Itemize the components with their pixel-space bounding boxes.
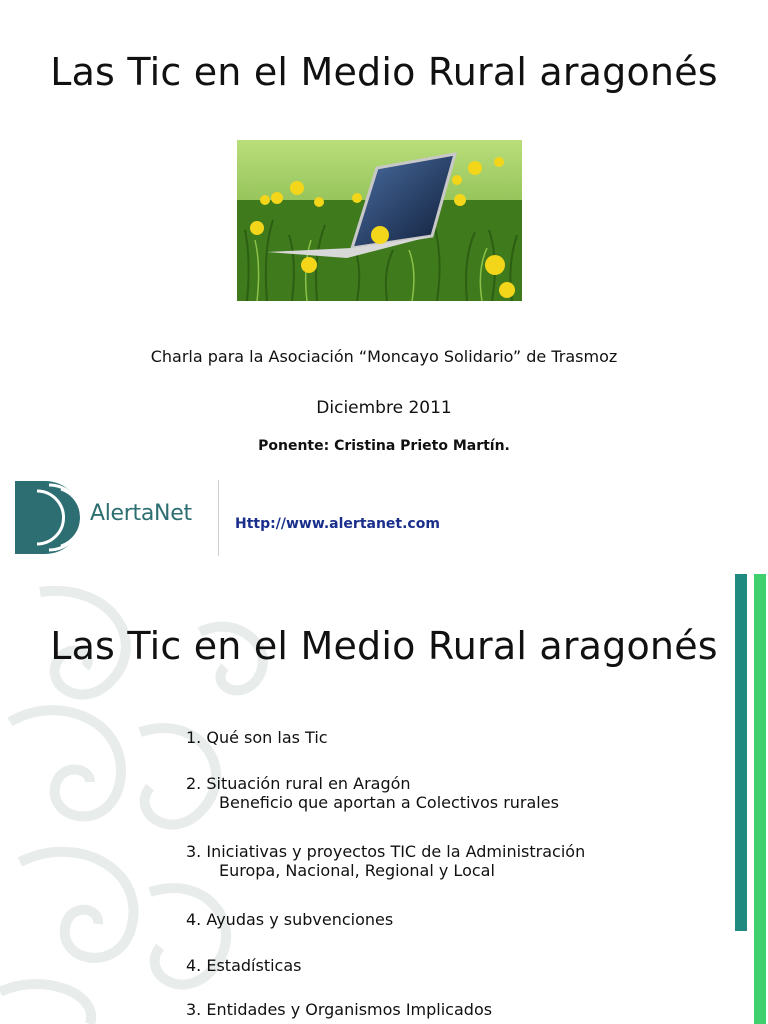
agenda-item: [186, 842, 585, 880]
agenda-item: [186, 956, 301, 975]
agenda-item-text: 4. Ayudas y subvenciones: [186, 910, 394, 929]
agenda-item-text: 1. Qué son las Tic: [186, 728, 328, 747]
agenda-item: [186, 728, 328, 747]
agenda-item-text: 2. Situación rural en Aragón: [186, 774, 411, 793]
agenda-item: [186, 1000, 492, 1019]
talk-date: Diciembre 2011: [316, 398, 452, 418]
logo-divider: [218, 480, 219, 556]
agenda-item: [186, 774, 559, 812]
speaker-line: [0, 438, 768, 454]
slide-title: Las Tic en el Medio Rural aragonés: [50, 624, 718, 668]
agenda-item-text: 3. Iniciativas y proyectos TIC de la Administración: [186, 842, 586, 861]
talk-description: Charla para la Asociación “Moncayo Solidario” de Trasmoz: [150, 347, 618, 366]
laptop-in-meadow-photo: [237, 140, 522, 301]
speaker-label: Ponente: [258, 438, 324, 454]
alertanet-logo-icon: [15, 481, 87, 554]
website-link[interactable]: Http://www.alertanet.com: [235, 516, 440, 532]
agenda-item-subtext: Beneficio que aportan a Colectivos rurales: [219, 793, 559, 812]
agenda-slide: [0, 572, 768, 1024]
slide-title: Las Tic en el Medio Rural aragonés: [50, 50, 718, 94]
speaker-name: : Cristina Prieto Martín.: [323, 438, 510, 454]
agenda-item-text: 4. Estadísticas: [186, 956, 302, 975]
agenda-item-text: 3. Entidades y Organismos Implicados: [186, 1000, 493, 1019]
agenda-item: [186, 910, 393, 929]
agenda-item-subtext: Europa, Nacional, Regional y Local: [219, 861, 495, 880]
alertanet-logo-text: AlertaNet: [90, 501, 192, 526]
